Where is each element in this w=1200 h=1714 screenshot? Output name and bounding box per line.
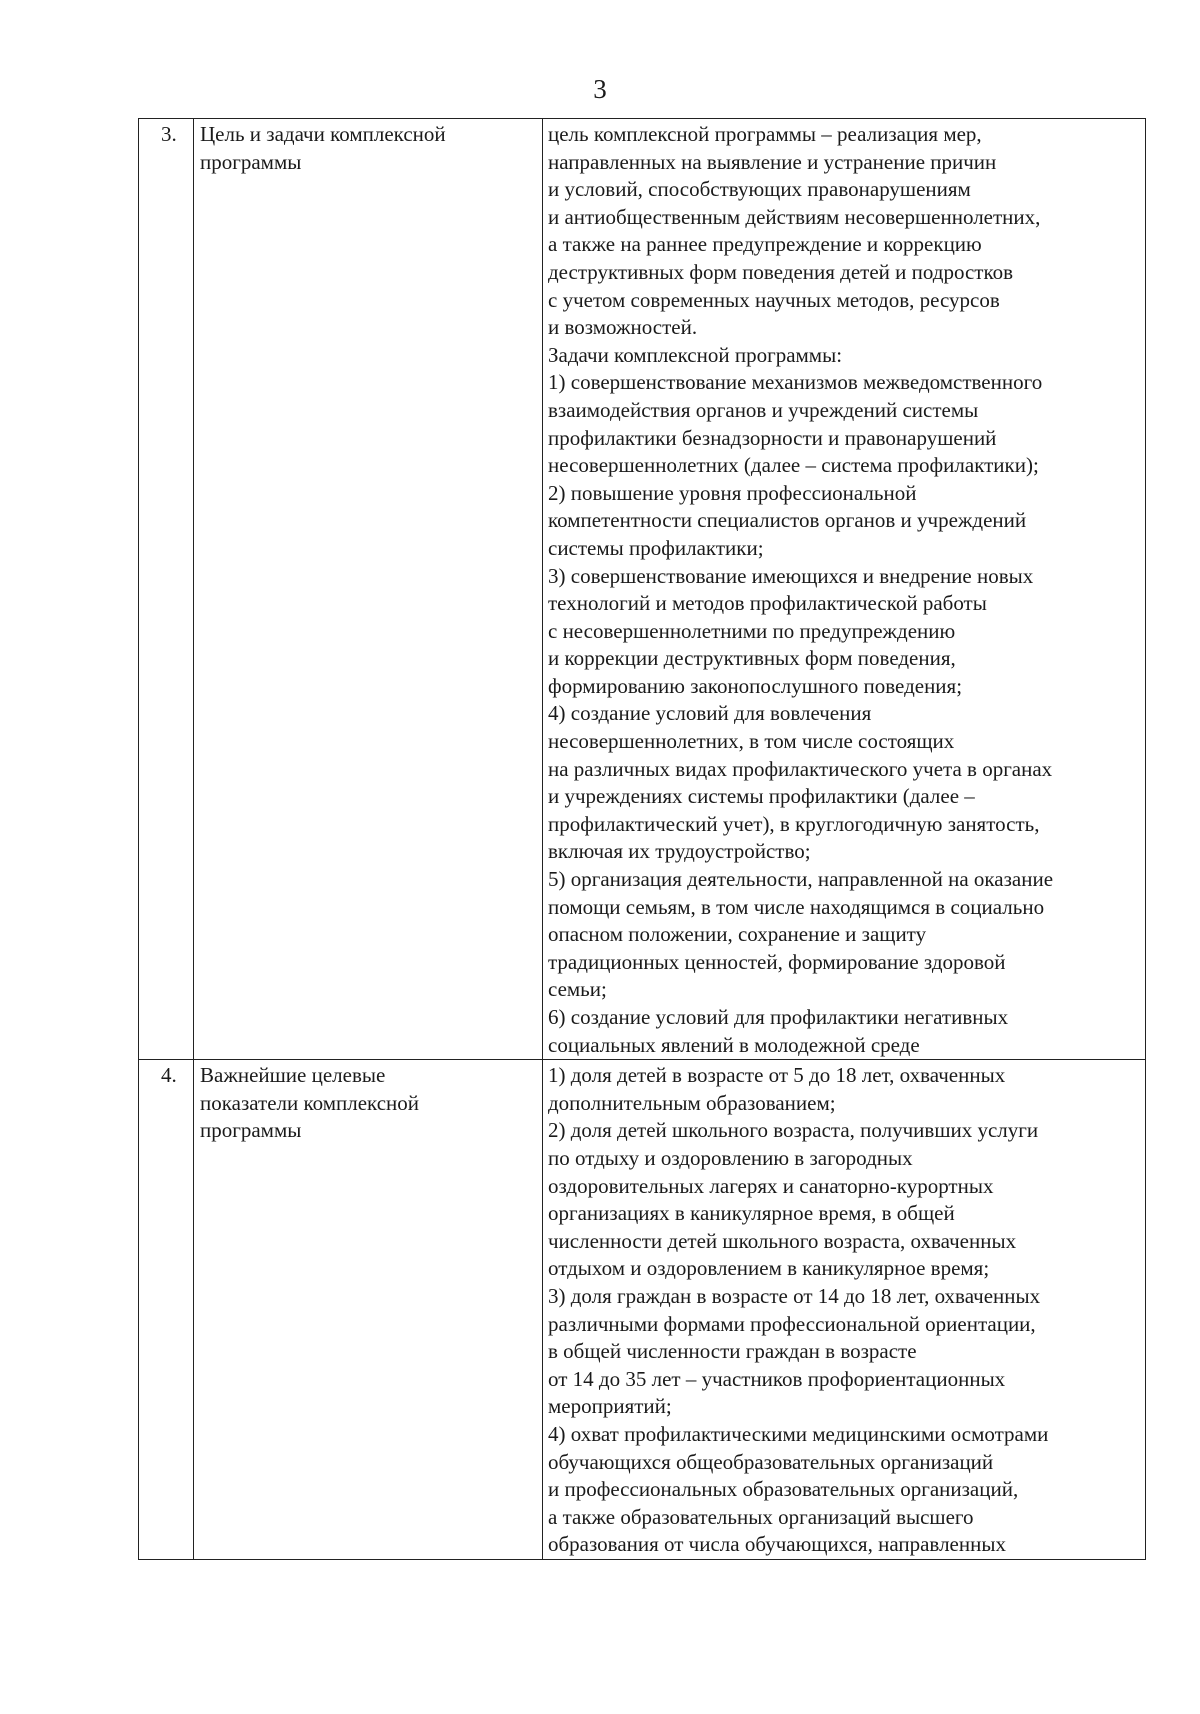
section-name-line: показатели комплексной [200,1090,420,1115]
section-name-line: Важнейшие целевые [200,1063,386,1088]
section-content-line: деструктивных форм поведения детей и подростков [548,259,1014,284]
section-content-line: направленных на выявление и устранение причин [548,149,997,174]
section-content-line: 2) доля детей школьного возраста, получивших услуги [548,1118,1039,1143]
section-content-line: 6) создание условий для профилактики негативных [548,1005,1009,1029]
section-content-line: включая их трудоустройство; [548,839,811,864]
section-content-line: опасном положении, сохранение и защиту [548,922,927,947]
section-content-line: 3) совершенствование имеющихся и внедрение новых [548,563,1034,588]
section-content-line: и возможностей. [548,315,698,340]
section-content-line: компетентности специалистов органов и учреждений [548,508,1027,533]
section-name-cell [194,1060,543,1560]
section-content-line: помощи семьям, в том числе находящимся в социально [548,894,1045,919]
section-content-line: образования от числа обучающихся, направленных [548,1532,1006,1557]
section-content-line: на различных видах профилактического учета в органах [548,756,1053,781]
section-content-line: 1) доля детей в возрасте от 5 до 18 лет, охваченных [548,1063,1006,1088]
section-content-line: 4) охват профилактическими медицинскими осмотрами [548,1421,1049,1446]
table-row [139,1060,1146,1560]
program-passport-table [138,118,1146,1560]
section-content-line: отдыхом и оздоровлением в каникулярное время; [548,1256,990,1281]
section-content-line: и профессиональных образовательных организаций, [548,1477,1019,1502]
section-content-line: по отдыху и оздоровлению в загородных [548,1145,913,1170]
section-content-line: взаимодействия органов и учреждений системы [548,397,979,422]
section-content-line: и условий, способствующих правонарушениям [548,177,971,202]
page-number: 3 [593,74,607,104]
section-content-line: с учетом современных научных методов, ресурсов [548,287,1000,312]
row-number-cell [139,1060,194,1560]
row-number-cell [139,119,194,1060]
row-number: 4. [161,1063,177,1088]
section-content-line: 1) совершенствование механизмов межведомственного [548,370,1043,395]
section-content-cell [543,1060,1146,1560]
section-content-line: технологий и методов профилактической работы [548,591,987,616]
section-content-line: а также на раннее предупреждение и коррекцию [548,232,982,257]
section-content-line: 3) доля граждан в возрасте от 14 до 18 лет, охваченных [548,1283,1041,1308]
section-name-line: Цель и задачи комплексной [200,122,446,146]
section-content-line: мероприятий; [548,1394,672,1419]
section-content-line: цель комплексной программы – реализация мер, [548,122,982,146]
section-content-cell [543,119,1146,1060]
section-content-line: организациях в каникулярное время, в общей [548,1201,955,1226]
row-number: 3. [161,122,177,146]
section-content-line: семьи; [548,977,607,1002]
section-content-line: от 14 до 35 лет – участников профориентационных [548,1366,1006,1391]
section-content-line: Задачи комплексной программы: [548,342,843,367]
section-content-line: различными формами профессиональной ориентации, [548,1311,1036,1336]
section-content-line: профилактический учет), в круглогодичную занятость, [548,811,1040,836]
section-content-line: несовершеннолетних (далее – система профилактики); [548,453,1039,478]
section-content-line: профилактики безнадзорности и правонарушений [548,425,997,450]
section-content-line: 5) организация деятельности, направленной на оказание [548,867,1054,892]
section-content-line: 4) создание условий для вовлечения [548,701,872,726]
section-content-line: оздоровительных лагерях и санаторно-курортных [548,1173,994,1198]
section-content-line: численности детей школьного возраста, охваченных [548,1228,1017,1253]
section-content-line: в общей численности граждан в возрасте [548,1339,917,1364]
section-name-line: программы [200,1118,302,1143]
section-content-line: и учреждениях системы профилактики (далее – [548,784,975,809]
section-content-line: системы профилактики; [548,535,764,560]
section-content-line: и антиобщественным действиям несовершеннолетних, [548,204,1041,229]
section-content-line: 2) повышение уровня профессиональной [548,480,917,505]
section-content-line: несовершеннолетних, в том числе состоящих [548,729,955,754]
table-row [139,119,1146,1060]
section-content-line: формированию законопослушного поведения; [548,673,963,698]
section-content-line: традиционных ценностей, формирование здоровой [548,949,1006,974]
section-name-line: программы [200,149,302,174]
section-content-line: а также образовательных организаций высшего [548,1504,974,1529]
section-content-line: социальных явлений в молодежной среде [548,1032,920,1057]
section-content-line: обучающихся общеобразовательных организаций [548,1449,994,1474]
section-content-line: дополнительным образованием; [548,1090,836,1115]
section-content-line: и коррекции деструктивных форм поведения, [548,646,956,671]
section-content-line: с несовершеннолетними по предупреждению [548,618,956,643]
section-name-cell [194,119,543,1060]
